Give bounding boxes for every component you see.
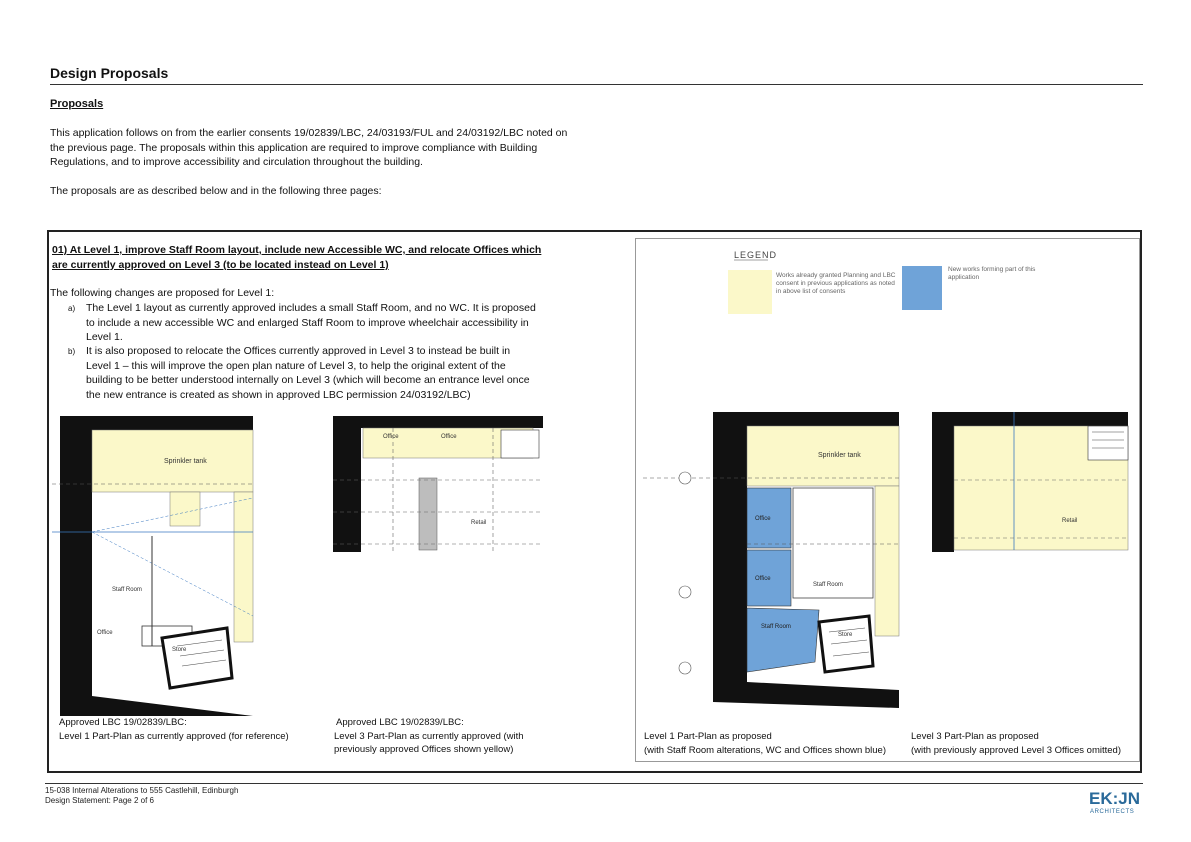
legend-blue-text: New works forming part of this application <box>948 266 1036 281</box>
plan-level1-approved <box>52 416 257 716</box>
plan-label: Retail <box>1062 518 1078 524</box>
plan-label: Sprinkler tank <box>164 458 207 465</box>
list-item <box>68 344 543 404</box>
legend-yellow-text: Works already granted Planning and LBC consent in previous applications as noted in above list of consents <box>776 272 896 295</box>
plan-label: Staff Room <box>761 624 791 630</box>
caption-line: Approved LBC 19/02839/LBC: <box>336 717 464 728</box>
footer-line: Design Statement: Page 2 of 6 <box>45 796 154 805</box>
caption-line: Level 3 Part-Plan as proposed <box>911 731 1039 742</box>
plan-label: Office <box>441 434 457 440</box>
list-item-text: It is also proposed to relocate the Offices currently approved in Level 3 to instead be built in Level 1 – this will improve the open plan nature of Level 3, to help the original extent of the building to be better understood internally on Level 3 (which will become an entrance level once the new entrance is created as shown in approved LBC permission 24/03192/LBC) <box>86 345 530 401</box>
proposal-01-lead: The following changes are proposed for Level 1: <box>50 287 275 299</box>
plan-level3-approved <box>333 416 543 552</box>
caption-line: (with previously approved Level 3 Offices omitted) <box>911 744 1121 756</box>
ekjn-logo <box>1089 786 1145 816</box>
plan-label: Staff Room <box>112 587 142 593</box>
caption-line: Level 3 Part-Plan as currently approved (with <box>334 730 524 742</box>
caption-line: Approved LBC 19/02839/LBC: <box>59 717 187 728</box>
plan-label: Store <box>172 647 187 653</box>
plan-label: Office <box>755 576 771 582</box>
plan-level1-proposed <box>643 410 901 710</box>
caption-line: Level 1 Part-Plan as currently approved (for reference) <box>59 730 289 742</box>
legend-swatch-yellow <box>728 270 772 314</box>
footer-text <box>45 786 238 806</box>
list-item <box>68 301 543 345</box>
plan-caption <box>334 716 524 757</box>
page-title: Design Proposals <box>50 65 169 81</box>
caption-line: previously approved Offices shown yellow) <box>334 744 514 755</box>
plan-level3-proposed <box>932 412 1130 552</box>
caption-line: Level 1 Part-Plan as proposed <box>644 731 772 742</box>
logo-subtitle: ARCHITECTS <box>1090 809 1135 815</box>
footer-line: 15-038 Internal Alterations to 555 Castlehill, Edinburgh <box>45 786 239 795</box>
plan-legend <box>720 244 1080 320</box>
plan-label: Office <box>383 434 399 440</box>
list-marker: b) <box>68 347 76 356</box>
plan-label: Retail <box>471 520 487 526</box>
plan-label: Office <box>97 630 113 636</box>
title-divider <box>50 84 1143 85</box>
plan-label: Office <box>755 516 771 522</box>
intro-paragraph-1: This application follows on from the earlier consents 19/02839/LBC, 24/03193/FUL and 24/03192/LBC noted on the previous page. The proposals within this application are required to improve compliance with Building Regulations, and to improve accessibility and circulation throughout the building. <box>50 127 568 168</box>
section-subheading: Proposals <box>50 98 104 110</box>
plan-caption <box>59 716 289 743</box>
footer-divider <box>45 783 1143 784</box>
plan-label: Sprinkler tank <box>818 452 861 459</box>
plan-label: Staff Room <box>813 582 843 588</box>
legend-title: LEGEND <box>734 250 778 260</box>
plan-caption <box>644 730 886 757</box>
proposal-01-heading: 01) At Level 1, improve Staff Room layout, include new Accessible WC, and relocate Offices which are currently approved on Level 3 (to be located instead on Level 1) <box>52 244 542 271</box>
plan-caption <box>911 730 1121 757</box>
logo-mark: EK:JN <box>1089 789 1141 808</box>
legend-swatch-blue <box>902 266 942 310</box>
plan-label: Store <box>838 632 853 638</box>
caption-line: (with Staff Room alterations, WC and Offices shown blue) <box>644 744 887 756</box>
list-item-text: The Level 1 layout as currently approved includes a small Staff Room, and no WC. It is proposed to include a new accessible WC and enlarged Staff Room to improve wheelchair accessibility in Level 1. <box>86 302 536 343</box>
list-marker: a) <box>68 304 76 313</box>
intro-paragraph-2: The proposals are as described below and in the following three pages: <box>50 185 382 197</box>
